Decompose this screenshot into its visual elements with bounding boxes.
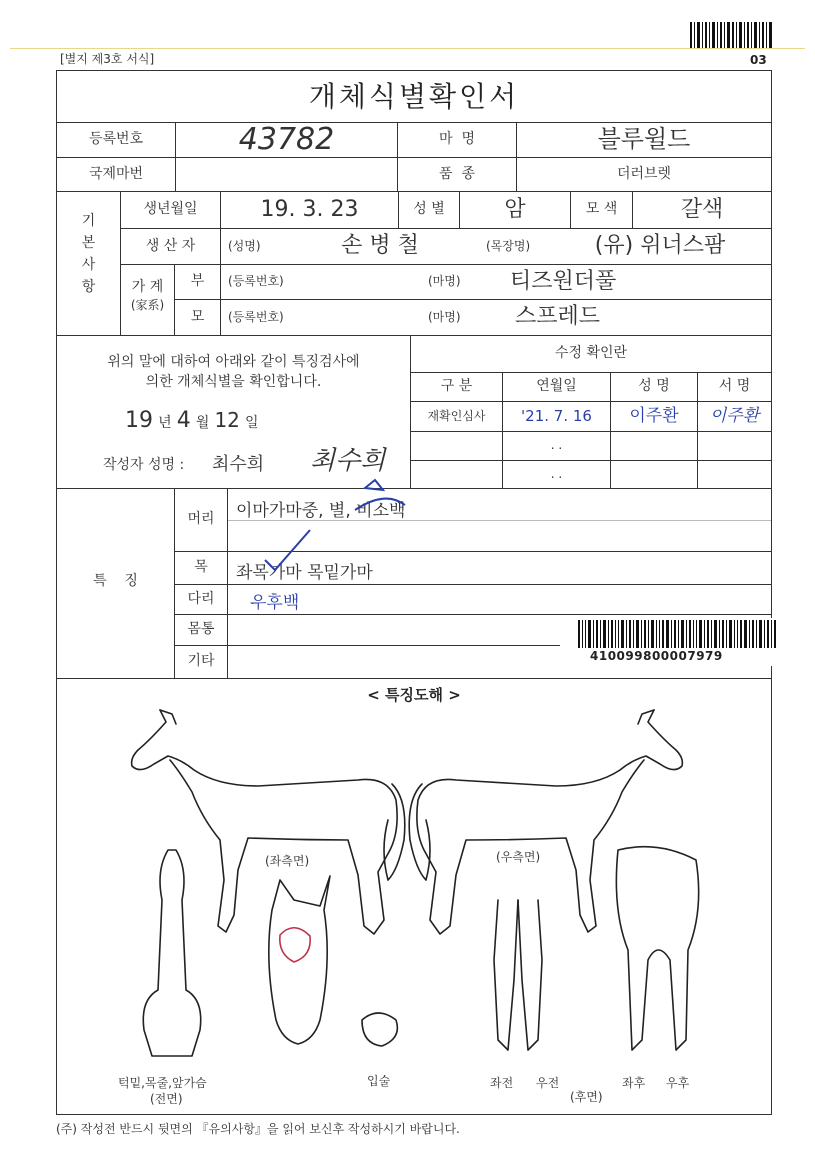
breed-value: 더러브렛 (616, 166, 672, 182)
breeder-name-value: 손 병 철 (341, 233, 419, 258)
right-hind-caption: 우후 (666, 1076, 690, 1090)
left-hind-caption: 좌후 (622, 1076, 646, 1090)
breeder-name-label: (성명) (228, 239, 261, 253)
sire-name-label: (마명) (428, 274, 461, 288)
annotation-marks (255, 470, 415, 580)
reg-no-value: 43782 (238, 122, 335, 157)
birth-value: 19. 3. 23 (260, 197, 359, 222)
amend-row-sign: 이주환 (709, 406, 760, 426)
dam-name-value: 스프레드 (515, 304, 601, 329)
amend-row-date: . . (550, 438, 563, 452)
muzzle-caption: 입술 (367, 1074, 391, 1088)
amend-header-date: 연월일 (536, 378, 577, 394)
sire-name-value: 티즈원더풀 (510, 269, 617, 294)
breeder-label: 생 산 자 (145, 238, 196, 254)
confirm-date: 19 년 4 월 12 일 (125, 408, 259, 433)
birth-label: 생년월일 (143, 201, 198, 217)
sire-label: 부 (190, 273, 205, 289)
sex-value: 암 (504, 197, 526, 222)
farm-value: (유) 위너스팜 (594, 233, 726, 258)
left-side-caption: (좌측면) (265, 854, 310, 868)
document-title: 개체식별확인서 (308, 80, 520, 113)
footnote: (주) 작성전 반드시 뒷면의 『유의사항』을 읽어 보신후 작성하시기 바랍니다. (56, 1122, 460, 1136)
basic-section-label: 기 본 사 항 (81, 213, 96, 295)
top-rule (10, 48, 805, 49)
confirm-text: 위의 말에 대하여 아래와 같이 특징검사에 의한 개체식별을 확인합니다. (107, 354, 360, 390)
leg-label: 다리 (187, 591, 215, 607)
front-subcaption: (전면) (150, 1092, 183, 1106)
amend-header-sign: 서 명 (718, 378, 751, 394)
rear-subcaption: (후면) (570, 1090, 603, 1104)
leg-value: 우후백 (250, 593, 300, 613)
pedigree-label: 가 계 (家系) (130, 279, 165, 312)
amend-row-date: '21. 7. 16 (521, 407, 592, 425)
amend-row-type: 재확인심사 (427, 409, 486, 423)
amend-title: 수정 확인란 (554, 345, 628, 361)
writer-signature: 최수희 (310, 446, 386, 476)
color-label: 모 색 (585, 201, 618, 217)
amend-row-name: 이주환 (629, 406, 679, 426)
left-fore-caption: 좌전 (490, 1076, 514, 1090)
amend-header-type: 구 분 (440, 378, 473, 394)
intl-no-value (176, 157, 397, 191)
top-barcode (690, 22, 772, 48)
form-tag: [별지 제3호 서식] (60, 52, 155, 66)
barcode-sticker (560, 618, 780, 666)
right-side-caption: (우측면) (496, 850, 541, 864)
color-value: 갈색 (680, 197, 724, 222)
body-label: 몸통 (187, 621, 215, 637)
horse-diagram (58, 700, 770, 1112)
page-number: 03 (750, 53, 767, 67)
dam-label: 모 (190, 309, 205, 325)
reg-no-label: 등록번호 (88, 131, 144, 147)
other-label: 기타 (187, 653, 215, 669)
diagram-title: < 특징도해 > (367, 686, 461, 704)
dam-name-label: (마명) (428, 310, 461, 324)
horse-name-label: 마 명 (439, 131, 475, 147)
amend-header-name: 성 명 (638, 378, 670, 394)
writer-name: 최수희 (212, 454, 265, 475)
head-label: 머리 (187, 511, 215, 527)
barcode-number: 410099800007979 (590, 649, 723, 663)
farm-label: (목장명) (486, 239, 531, 253)
right-fore-caption: 우전 (536, 1076, 560, 1090)
horse-name-value: 블루윌드 (597, 125, 691, 153)
barcode-image (578, 620, 776, 648)
front-caption: 턱밑,목줄,앞가슴 (118, 1076, 207, 1090)
dam-reg-label: (등록번호) (228, 310, 284, 324)
features-section-label: 특 징 (93, 573, 138, 589)
breed-label: 품 종 (439, 166, 475, 182)
head-value: 이마가마중, 별, 비소백 (236, 501, 406, 521)
writer-label: 작성자 성명 : (103, 457, 185, 473)
neck-value: 좌목가마 목밑가마 (236, 563, 373, 583)
amend-row-date: . . (550, 467, 563, 481)
sire-reg-label: (등록번호) (228, 274, 284, 288)
sex-label: 성 별 (413, 201, 445, 217)
neck-label: 목 (194, 559, 208, 575)
intl-no-label: 국제마번 (88, 166, 144, 182)
